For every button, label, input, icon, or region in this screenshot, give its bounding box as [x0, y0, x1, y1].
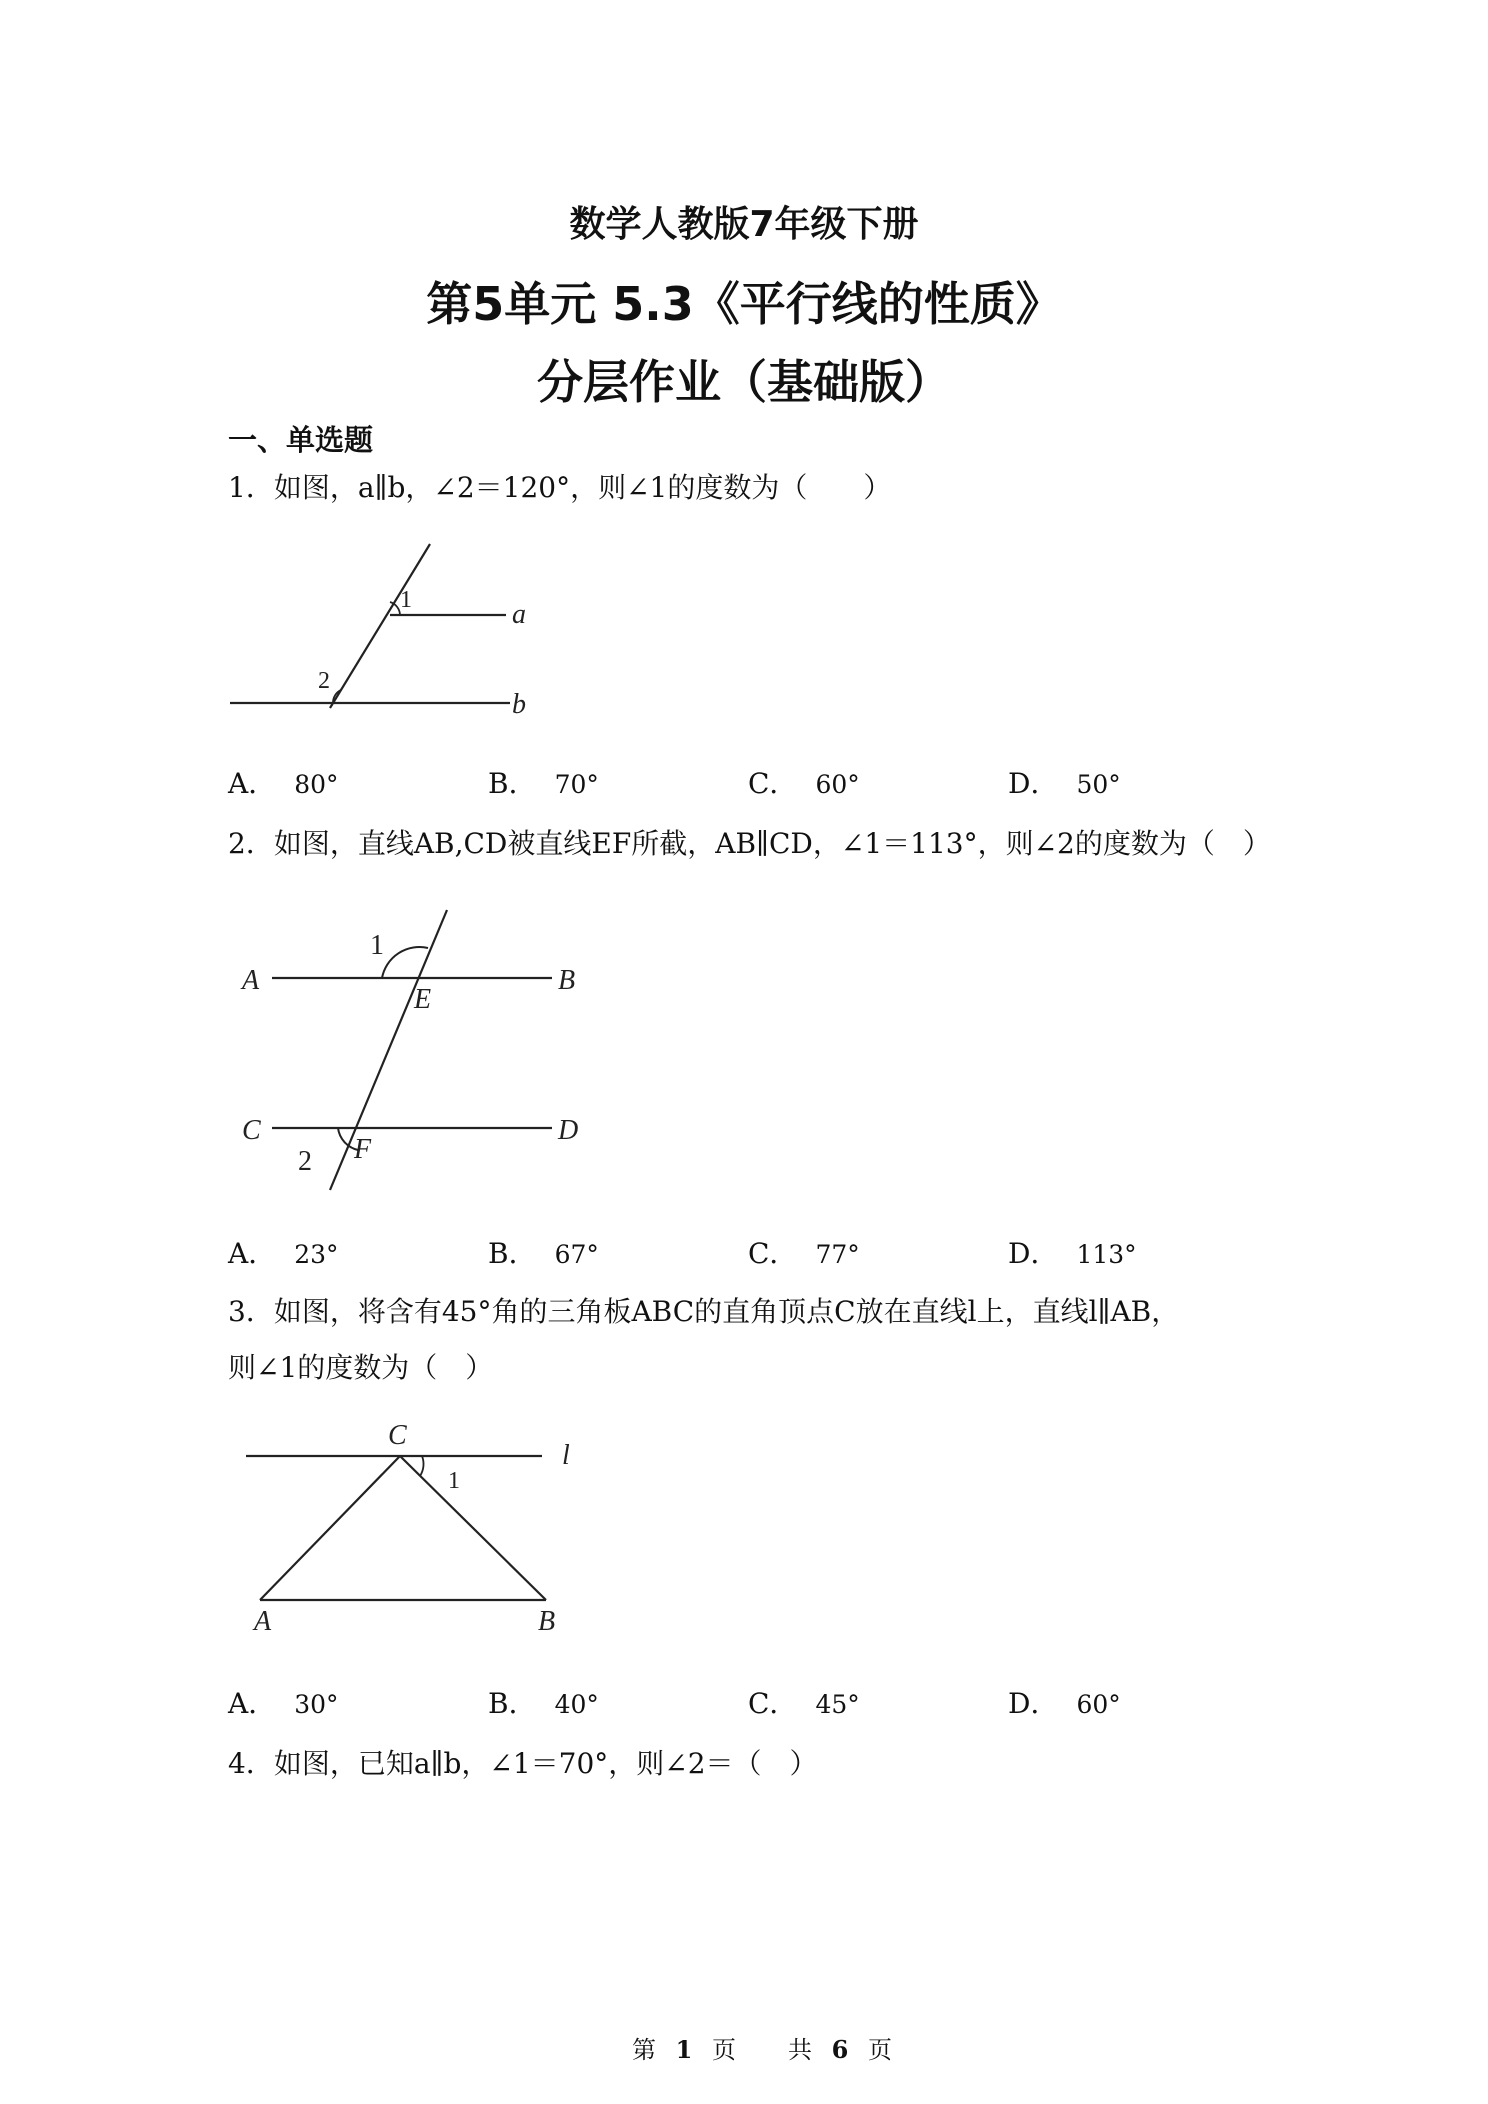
q1-option-d: D． 50° [1008, 767, 1121, 800]
question-2-figure [230, 900, 610, 1200]
question-1-text: 1．如图，a∥b，∠2＝120°，则∠1的度数为（ ） [228, 471, 892, 504]
q3-label-a: A [254, 1606, 272, 1637]
question-3-text-line2: 则∠1的度数为（ ） [228, 1351, 494, 1384]
q1-angle-1-label: 1 [400, 587, 412, 613]
q2-label-f: F [354, 1134, 372, 1165]
section-title: 一、单选题 [228, 423, 374, 457]
q2-label-d: D [558, 1115, 579, 1146]
total-pages: 共 6 页 [788, 2035, 892, 2064]
doc-title-course: 数学人教版7年级下册 [569, 204, 919, 245]
q2-option-b: B． 67° [488, 1237, 599, 1270]
q2-angle-1-label: 1 [370, 930, 384, 961]
question-3-text-line1: 3．如图，将含有45°角的三角板ABC的直角顶点C放在直线l上，直线l∥AB， [228, 1295, 1180, 1328]
q1-line-a-label: a [512, 599, 526, 630]
q2-label-b: B [558, 965, 576, 996]
q3-option-b: B． 40° [488, 1687, 599, 1720]
q3-label-c: C [388, 1420, 407, 1451]
q1-angle-2-label: 2 [318, 668, 330, 694]
q2-label-e: E [414, 984, 432, 1015]
q3-option-c: C． 45° [748, 1687, 860, 1720]
q2-option-d: D． 113° [1008, 1237, 1137, 1270]
question-4-text: 4．如图，已知a∥b，∠1＝70°，则∠2＝（ ） [228, 1747, 818, 1780]
q3-option-d: D． 60° [1008, 1687, 1121, 1720]
page-number: 第 1 页 [632, 2035, 736, 2064]
q2-angle-2-label: 2 [298, 1146, 312, 1177]
q3-label-b: B [538, 1606, 556, 1637]
q2-option-c: C． 77° [748, 1237, 860, 1270]
q1-line-b-label: b [512, 689, 526, 720]
q2-label-c: C [242, 1115, 261, 1146]
q3-option-a: A． 30° [228, 1687, 339, 1720]
q1-option-c: C． 60° [748, 767, 860, 800]
question-3-figure [240, 1420, 600, 1650]
q1-option-a: A． 80° [228, 767, 339, 800]
doc-title-unit: 第5单元 5.3《平行线的性质》 [426, 277, 1062, 331]
doc-title-type: 分层作业（基础版） [537, 355, 951, 409]
q3-label-l: l [562, 1440, 570, 1471]
question-2-text: 2．如图，直线AB,CD被直线EF所截，AB∥CD，∠1＝113°，则∠2的度数为（ ） [228, 827, 1271, 860]
q2-label-a: A [242, 965, 260, 996]
q2-option-a: A． 23° [228, 1237, 339, 1270]
q3-angle-1-label: 1 [448, 1468, 460, 1494]
question-1-figure [220, 530, 540, 730]
q1-option-b: B． 70° [488, 767, 599, 800]
